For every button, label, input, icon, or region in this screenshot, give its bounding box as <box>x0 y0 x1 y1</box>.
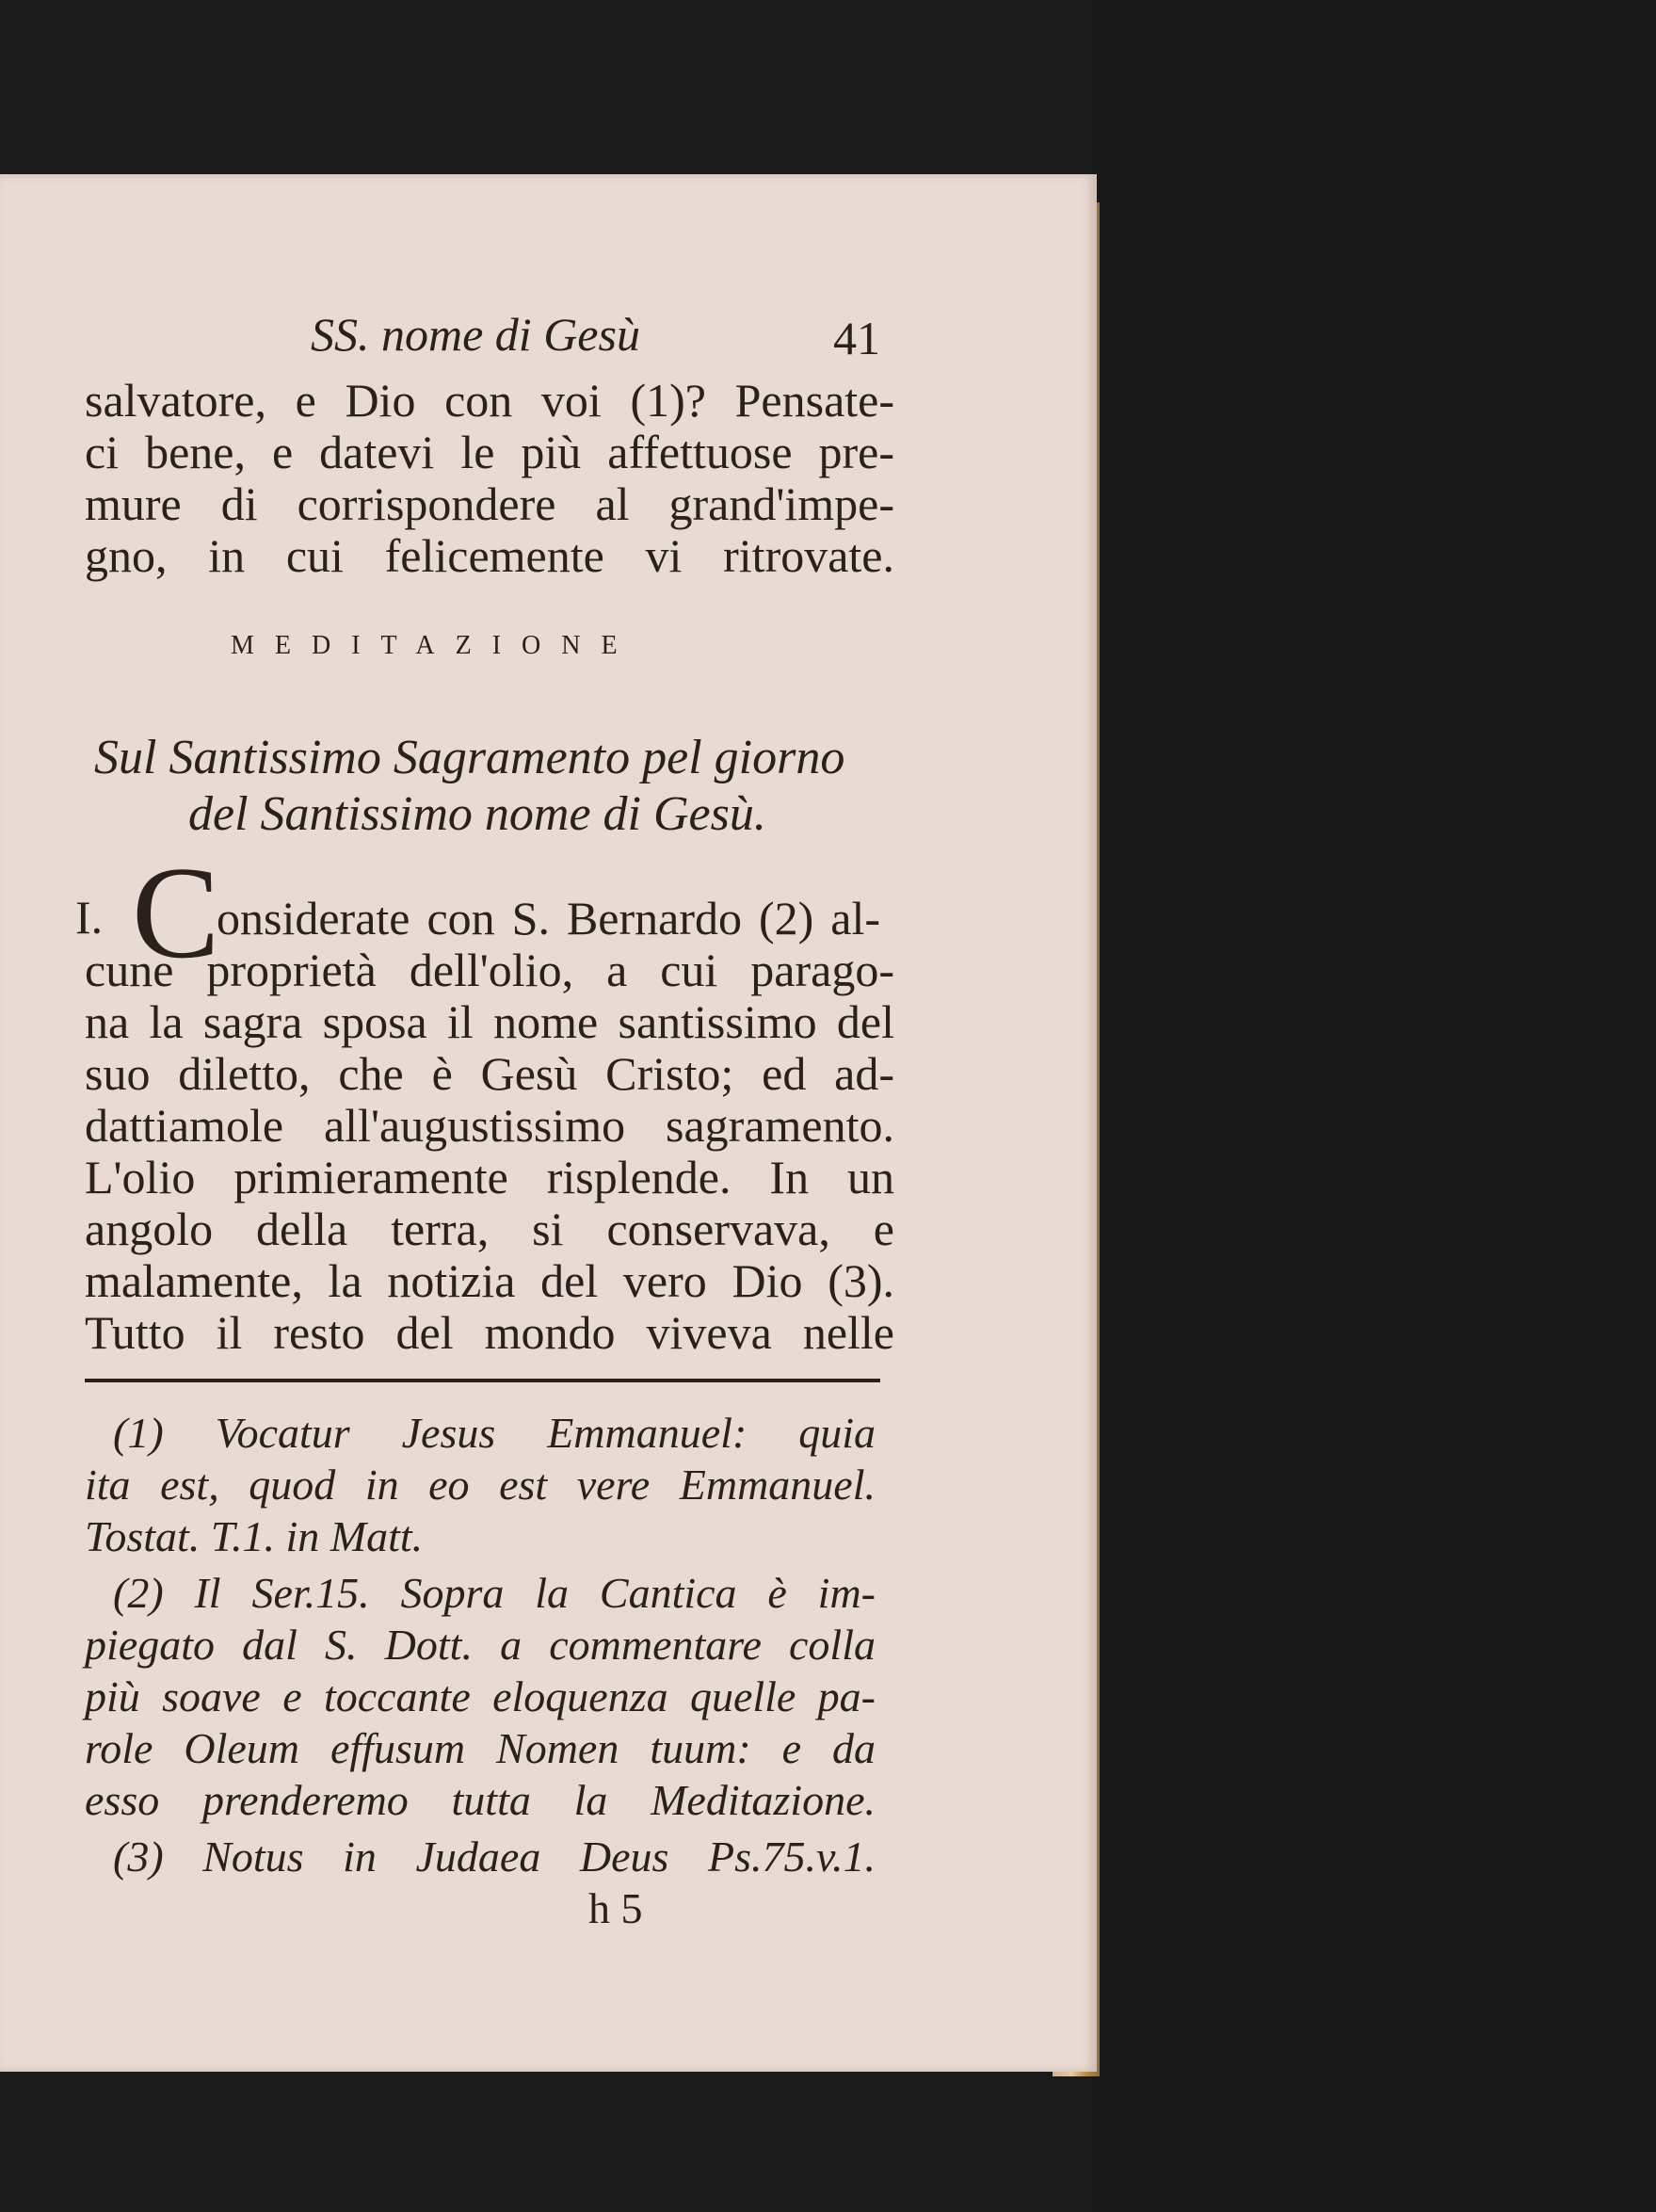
footnote-line: più soave e toccante eloquenza quelle pa- <box>85 1672 876 1720</box>
subtitle-line: del Santissimo nome di Gesù. <box>188 787 766 841</box>
paragraph-line: angolo della terra, si conservava, e <box>85 1203 894 1255</box>
body-line: salvatore, e Dio con voi (1)? Pensate- <box>85 374 894 427</box>
paragraph-line: Tutto il resto del mondo viveva nelle <box>85 1306 894 1359</box>
footnote-line: ita est, quod in eo est vere Emmanuel. <box>85 1461 876 1509</box>
footnote-rule <box>85 1379 880 1382</box>
page-number: 41 <box>833 312 880 364</box>
footnote-line: Tostat. T.1. in Matt. <box>85 1512 424 1560</box>
footnote-line: esso prenderemo tutta la Meditazione. <box>85 1776 876 1824</box>
signature-mark: h 5 <box>588 1884 643 1932</box>
subtitle-line: Sul Santissimo Sagramento pel giorno <box>94 731 845 784</box>
paragraph-number: I. <box>75 891 104 944</box>
paragraph-line: L'olio primieramente risplende. In un <box>85 1151 894 1203</box>
background-dark <box>1092 0 1656 2212</box>
paragraph-line: onsiderate con S. Bernardo (2) al- <box>217 892 880 945</box>
paragraph-line: cune proprietà dell'olio, a cui parago- <box>85 944 894 996</box>
footnote-line: role Oleum effusum Nomen tuum: e da <box>85 1724 876 1772</box>
footnote-line: (3) Notus in Judaea Deus Ps.75.v.1. <box>113 1833 876 1881</box>
section-title: MEDITAZIONE <box>231 631 638 660</box>
paragraph-line: na la sagra sposa il nome santissimo del <box>85 995 894 1048</box>
drop-cap: C <box>132 840 220 986</box>
paragraph-line: dattiamole all'augustissimo sagramento. <box>85 1099 894 1152</box>
paragraph-line: malamente, la notizia del vero Dio (3). <box>85 1254 894 1307</box>
body-line: ci bene, e datevi le più affettuose pre- <box>85 426 894 478</box>
footnote-line: piegato dal S. Dott. a commentare colla <box>85 1621 876 1669</box>
body-line: gno, in cui felicemente vi ritrovate. <box>85 529 894 582</box>
paragraph-line: suo diletto, che è Gesù Cristo; ed ad- <box>85 1047 894 1100</box>
body-line: mure di corrispondere al grand'impe- <box>85 477 894 530</box>
footnote-line: (2) Il Ser.15. Sopra la Cantica è im- <box>113 1569 876 1617</box>
running-header: SS. nome di Gesù <box>311 308 640 361</box>
footnote-line: (1) Vocatur Jesus Emmanuel: quia <box>113 1409 876 1457</box>
